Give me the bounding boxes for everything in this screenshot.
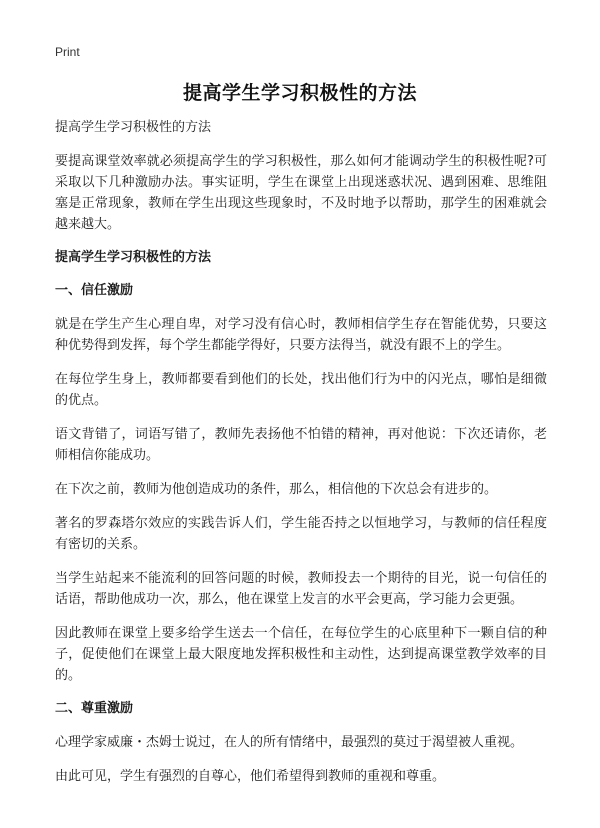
section-2-paragraph: 心理学家威廉・杰姆士说过，在人的所有情绪中，最强烈的莫过于渴望被人重视。 [55, 735, 524, 750]
section-1-paragraph: 在下次之前，教师为他创造成功的条件，那么，相信他的下次总会有进步的。 [55, 482, 498, 497]
bold-heading: 提高学生学习积极性的方法 [55, 250, 212, 265]
article-body [55, 118, 547, 800]
subtitle: 提高学生学习积极性的方法 [55, 120, 212, 135]
section-1-heading: 一、信任激励 [55, 283, 134, 298]
section-1-paragraph: 当学生站起来不能流利的回答问题的时候，教师投去一个期待的目光，说一句信任的话语，帮助他成功一次，那么，他在课堂上发言的水平会更高，学习能力会更强。 [55, 571, 547, 607]
page-title: 提高学生学习积极性的方法 [182, 82, 417, 104]
section-1-paragraph: 著名的罗森塔尔效应的实践告诉人们，学生能否持之以恒地学习，与教师的信任程度有密切的关系。 [55, 516, 547, 552]
section-1-paragraph: 语文背错了，词语写错了，教师先表扬他不怕错的精神，再对他说：下次还请你，老师相信你能成功。 [55, 427, 547, 463]
section-2-paragraph: 由此可见，学生有强烈的自尊心，他们希望得到教师的重视和尊重。 [55, 769, 446, 784]
section-1-paragraph: 因此教师在课堂上要多给学生送去一个信任，在每位学生的心底里种下一颗自信的种子，促使他们在课堂上最大限度地发挥积极性和主动性，达到提高课堂教学效率的目的。 [55, 626, 547, 683]
print-label[interactable]: Print [55, 45, 80, 59]
section-1-paragraph: 在每位学生身上，教师都要看到他们的长处，找出他们行为中的闪光点，哪怕是细微的优点。 [55, 372, 547, 408]
intro-paragraph: 要提高课堂效率就必须提高学生的学习积极性，那么如何才能调动学生的积极性呢?可采取以下几种激励办法。事实证明，学生在课堂上出现迷惑状况、遇到困难、思维阻塞是正常现象，教师在学生出现这些现象时，不及时地予以帮助，那学生的困难就会越来越大。 [55, 154, 547, 232]
section-1-paragraph: 就是在学生产生心理自卑，对学习没有信心时，教师相信学生存在智能优势，只要这种优势得到发挥，每个学生都能学得好，只要方法得当，就没有跟不上的学生。 [55, 317, 547, 353]
section-2-heading: 二、尊重激励 [55, 701, 134, 716]
